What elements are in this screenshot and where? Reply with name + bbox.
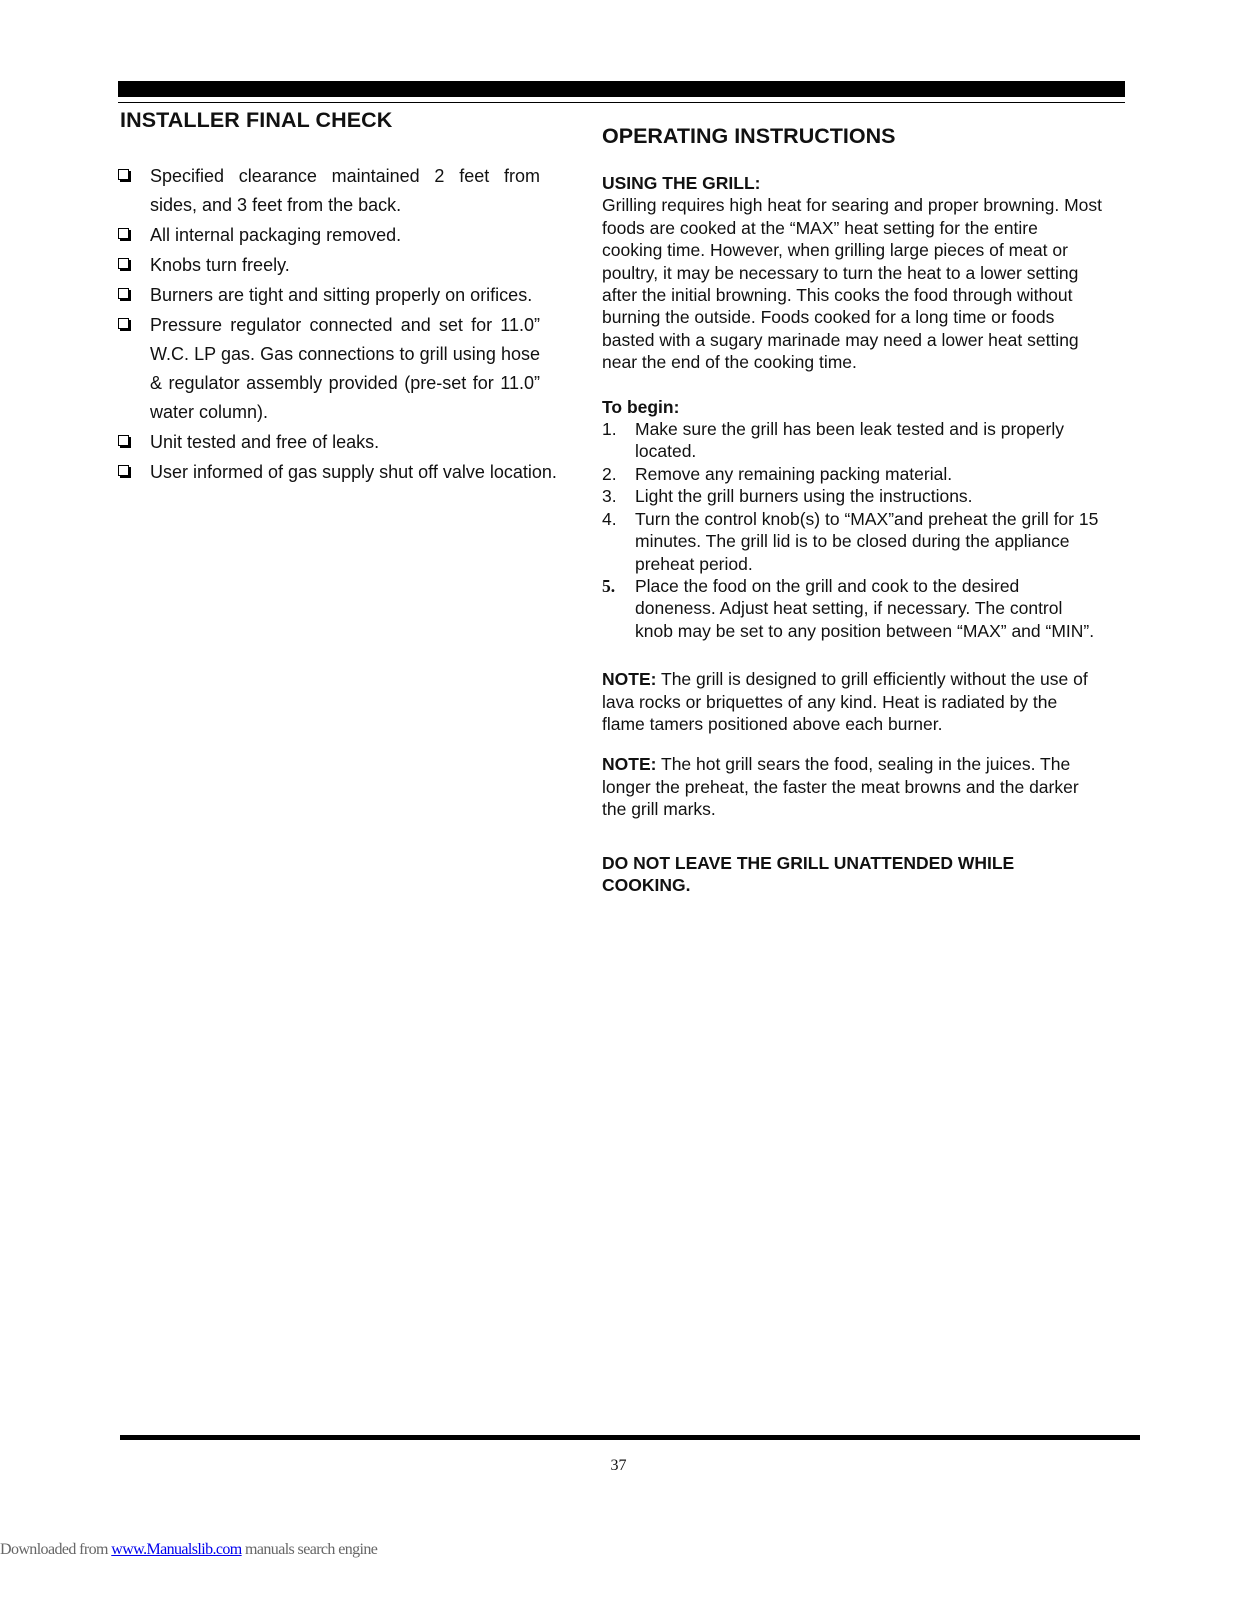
step-number: 5.: [602, 575, 616, 596]
checklist-item: [118, 281, 573, 310]
checklist-item: [118, 251, 573, 280]
checklist-item-text: Knobs turn freely.: [150, 255, 290, 275]
page-number: 37: [610, 1457, 627, 1474]
checklist-item-text: Specified clearance maintained 2 feet from sides, and 3 feet from the back.: [150, 166, 540, 215]
checklist-item: [118, 458, 573, 487]
installer-checklist: [118, 162, 573, 487]
note-grill-design: [602, 668, 1102, 735]
checkbox-icon: [118, 465, 129, 476]
checklist-item-text: User informed of gas supply shut off valve location.: [150, 462, 557, 482]
checkbox-icon: [118, 288, 129, 299]
step-text: Make sure the grill has been leak tested and is properly located.: [635, 419, 1064, 462]
header-bar: [118, 81, 1125, 97]
installer-title: INSTALLER FINAL CHECK: [120, 108, 393, 132]
using-heading: USING THE GRILL:: [602, 173, 761, 193]
step-item: [602, 575, 1102, 642]
footer-suffix: manuals search engine: [241, 1541, 378, 1558]
footer-rule: [120, 1435, 1140, 1440]
step-number: 4.: [602, 508, 617, 529]
checklist-item: [118, 428, 573, 457]
checkbox-icon: [118, 258, 129, 269]
checklist-item-text: Unit tested and free of leaks.: [150, 432, 380, 452]
step-item: [602, 463, 1102, 485]
step-number: 3.: [602, 486, 617, 507]
checklist-item-text: All internal packaging removed.: [150, 225, 402, 245]
checkbox-icon: [118, 318, 129, 329]
note-text: The hot grill sears the food, sealing in the juices. The longer the preheat, the faster the meat browns and the darker the grill marks.: [602, 754, 1079, 820]
operating-title: OPERATING INSTRUCTIONS: [602, 124, 896, 148]
checklist-item: [118, 162, 540, 220]
checklist-item-text: Burners are tight and sitting properly on orifices.: [150, 285, 533, 305]
operating-section: [602, 120, 1102, 896]
step-text: Remove any remaining packing material.: [635, 463, 953, 484]
using-text: Grilling requires high heat for searing and proper browning. Most foods are cooked at the “MAX” heat setting for the entire cooking time. However, when grilling large pieces of meat or poultry, it may be necessary to turn the heat to a lower setting after the initial browning. This cooks the food through without burning the outside. Foods cooked for a long time or foods basted with a sugary marinade may need a lower heat setting near the end of the cooking time.: [602, 195, 1102, 373]
step-text: Place the food on the grill and cook to the desired doneness. Adjust heat setting, if necessary. The control knob may be set to any position between “MAX” and “MIN”.: [635, 575, 1095, 641]
header-rule: [118, 102, 1125, 103]
step-item: [602, 485, 1102, 507]
note-preheat: [602, 753, 1102, 820]
begin-steps: [602, 418, 1102, 642]
checklist-item: [118, 311, 540, 427]
note-label: NOTE:: [602, 754, 657, 775]
step-text: Light the grill burners using the instructions.: [635, 486, 973, 507]
checkbox-icon: [118, 169, 129, 180]
manualslib-link[interactable]: www.Manualslib.com: [111, 1541, 242, 1558]
step-number: 2.: [602, 463, 617, 484]
unattended-warning: DO NOT LEAVE THE GRILL UNATTENDED WHILE COOKING.: [602, 852, 1015, 895]
step-number: 1.: [602, 419, 617, 440]
installer-section: [118, 104, 573, 488]
checklist-item-text: Pressure regulator connected and set for 11.0” W.C. LP gas. Gas connections to grill using hose & regulator assembly provided (pre-set for 11.0” water column).: [150, 315, 540, 422]
note-text: The grill is designed to grill efficiently without the use of lava rocks or briquettes of any kind. Heat is radiated by the flame tamers positioned above each burner.: [602, 669, 1088, 734]
download-footer: [0, 1541, 377, 1559]
step-text: Turn the control knob(s) to “MAX”and preheat the grill for 15 minutes. The grill lid is to be closed during the appliance preheat period.: [635, 508, 1099, 574]
checkbox-icon: [118, 435, 129, 446]
step-item: [602, 508, 1102, 575]
begin-heading: To begin:: [602, 396, 680, 417]
footer-prefix: Downloaded from: [0, 1541, 112, 1558]
step-item: [602, 418, 1102, 463]
note-label: NOTE:: [602, 669, 657, 690]
checklist-item: [118, 221, 573, 250]
checkbox-icon: [118, 228, 129, 239]
